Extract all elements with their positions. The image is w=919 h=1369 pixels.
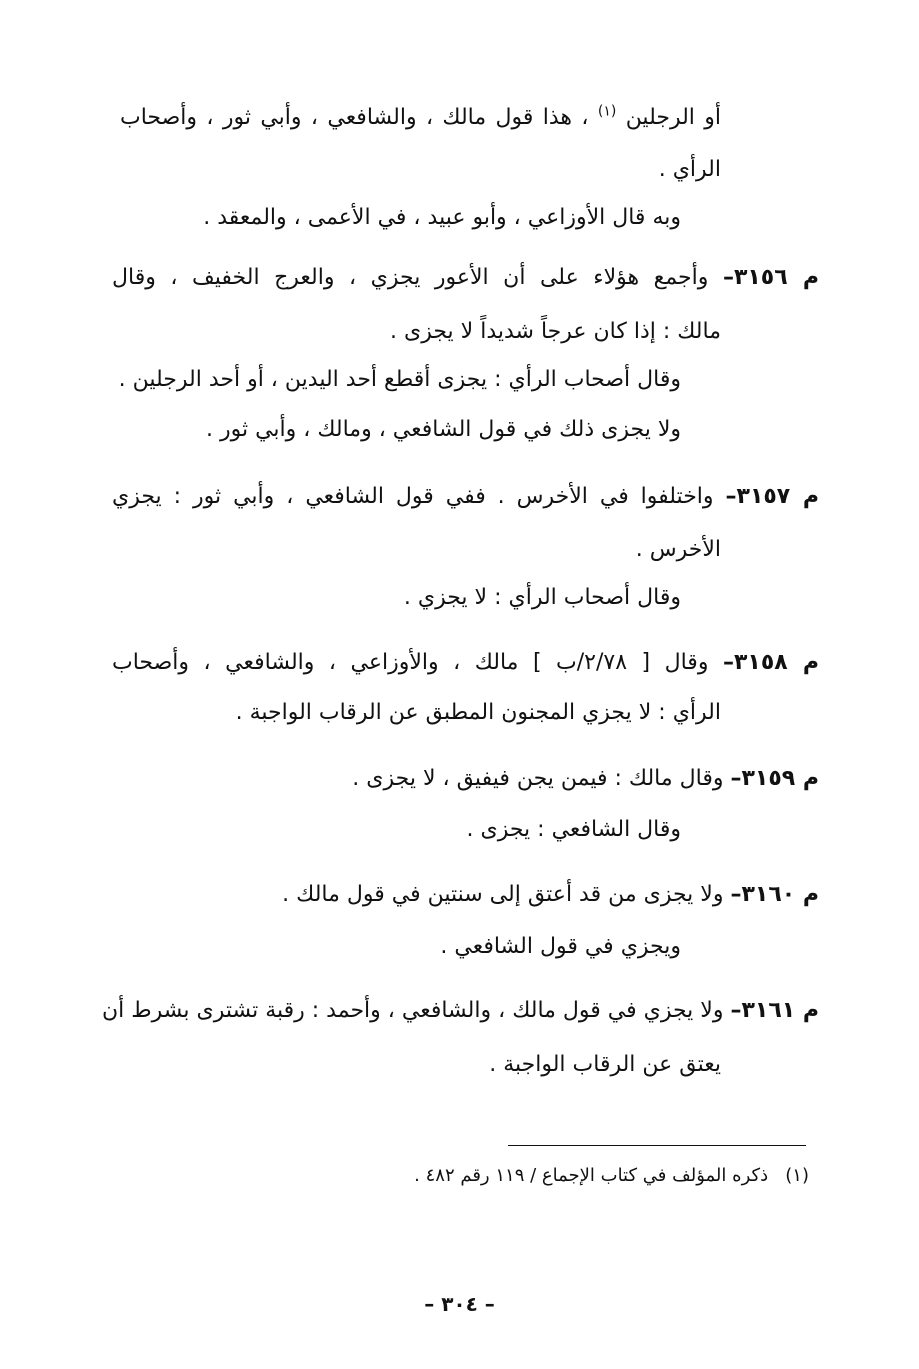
- text-line: الرأي .: [658, 157, 721, 182]
- entry-number: م ٣١٥٨–: [722, 650, 819, 675]
- text-line: ويجزي في قول الشافعي .: [440, 934, 681, 959]
- text-line: وقال الشافعي : يجزى .: [466, 817, 681, 842]
- text-fragment: ولا يجزي في قول مالك ، والشافعي ، وأحمد : رقبة تشترى بشرط أن: [101, 998, 724, 1023]
- text-fragment: وأجمع هؤلاء على أن الأعور يجزي ، والعرج الخفيف ، وقال: [112, 265, 709, 290]
- footnote-number: (١): [785, 1165, 809, 1186]
- entry-3160-line-1: [282, 880, 819, 910]
- footnote: [414, 1163, 809, 1189]
- text-fragment: أو الرجلين: [625, 105, 722, 130]
- text-fragment: واختلفوا في الأخرس . ففي قول الشافعي ، وأبي ثور : يجزي: [112, 484, 714, 509]
- text-line: ولا يجزى ذلك في قول الشافعي ، ومالك ، وأبي ثور .: [205, 417, 681, 442]
- entry-3157-line-1: [112, 482, 819, 512]
- entry-number: م ٣١٥٦–: [722, 265, 819, 290]
- text-fragment: ولا يجزى من قد أعتق إلى سنتين في قول مالك .: [282, 882, 724, 907]
- text-line: مالك : إذا كان عرجاً شديداً لا يجزى .: [390, 319, 721, 344]
- text-line: يعتق عن الرقاب الواجبة .: [489, 1052, 721, 1077]
- page-number: – ٣٠٤ –: [424, 1292, 495, 1316]
- text-line: وبه قال الأوزاعي ، وأبو عبيد ، في الأعمى ، والمعقد .: [203, 205, 681, 230]
- entry-number: م ٣١٦١–: [730, 998, 819, 1023]
- footnote-separator: [508, 1145, 806, 1146]
- entry-number: م ٣١٦٠–: [730, 882, 819, 907]
- entry-3159-line-1: [352, 764, 819, 794]
- text-fragment: وقال [ ٢/٧٨/ب ] مالك ، والأوزاعي ، والشافعي ، وأصحاب: [112, 650, 709, 675]
- entry-number: م ٣١٥٩–: [730, 766, 819, 791]
- text-line: الأخرس .: [635, 537, 721, 562]
- entry-3156-line-1: [112, 263, 819, 293]
- text-line: [120, 103, 721, 133]
- text-line: الرأي : لا يجزي المجنون المطبق عن الرقاب الواجبة .: [235, 700, 721, 725]
- text-fragment: وقال مالك : فيمن يجن فيفيق ، لا يجزى .: [352, 766, 724, 791]
- text-line: وقال أصحاب الرأي : يجزى أقطع أحد اليدين ، أو أحد الرجلين .: [118, 367, 681, 392]
- entry-3158-line-1: [112, 648, 819, 678]
- text-fragment: ، هذا قول مالك ، والشافعي ، وأبي ثور ، وأصحاب: [120, 105, 589, 130]
- text-line: وقال أصحاب الرأي : لا يجزي .: [403, 585, 681, 610]
- entry-3161-line-1: [101, 996, 819, 1026]
- footnote-reference: (١): [597, 103, 617, 120]
- entry-number: م ٣١٥٧–: [725, 484, 819, 509]
- footnote-text: ذكره المؤلف في كتاب الإجماع / ١١٩ رقم ٤٨٢ .: [414, 1165, 769, 1186]
